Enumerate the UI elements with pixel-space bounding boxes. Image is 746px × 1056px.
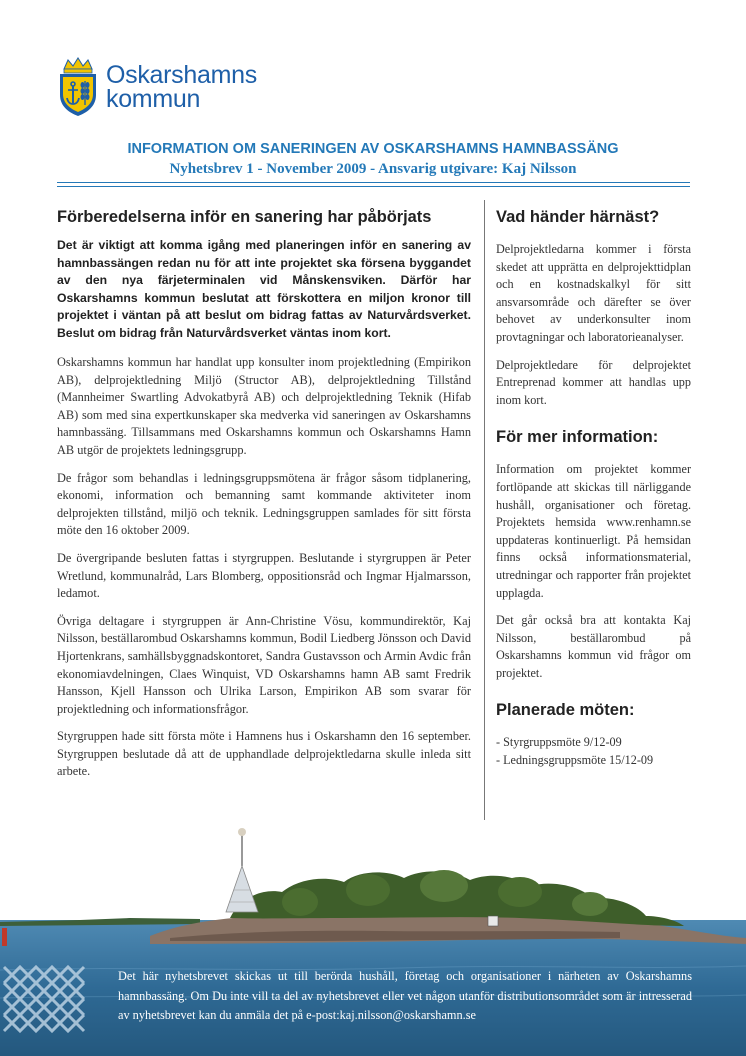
header-divider-thick xyxy=(57,182,690,183)
logo-line-2: kommun xyxy=(106,85,201,113)
sidebar-heading-more-info: För mer information: xyxy=(496,428,659,447)
logo-wordmark xyxy=(106,63,257,111)
logo-line-1: Oskarshamns xyxy=(106,61,257,89)
list-item: - Ledningsgruppsmöte 15/12-09 xyxy=(496,753,654,768)
newsletter-title: INFORMATION OM SANERINGEN AV OSKARSHAMNS HAMNBASSÄNG xyxy=(127,141,619,157)
sidebar-paragraph: Det går också bra att kontakta Kaj Nilsson, beställarombud på Oskarshamns kommun vid frågor om projektet. xyxy=(496,613,691,680)
sidebar-column xyxy=(496,207,691,770)
main-heading: Förberedelserna inför en sanering har påbörjats xyxy=(57,208,432,226)
sidebar-heading-meetings: Planerade möten: xyxy=(496,701,635,720)
footer-notice: Det här nyhetsbrevet skickas ut till berörda hushåll, företag och organisationer i närheten av Oskarshamns hamnbassäng. Om Du inte vill ta del av nyhetsbrevet eller vet någon utanför distributionsområdet som är intresserad av nyhetsbrevet kan du anmäla det på e-post:kaj.nilsson@oskarshamn.se xyxy=(118,969,692,1022)
interlaced-knot-pattern-icon xyxy=(0,963,108,1047)
sidebar-paragraph: Delprojektledare för delprojektet Entreprenad kommer att handlas upp inom kort. xyxy=(496,357,691,407)
column-divider xyxy=(484,200,485,822)
body-paragraph: Övriga deltagare i styrgruppen är Ann-Christine Vösu, kommundirektör, Kaj Nilsson, beställarombud Oskarshamns kommun, Bodil Liedberg Jönsson och David Hjortenkrans, samhällsbyggnadskontoret, Sandra Gustavsson och Armin Avdic från ekonomiavdelningen, Claes Winquist, VD Oskarshamns hamn AB samt Fredrik Hansson, Kjell Hansson och Ulrika Larson, Empirikon AB som svarar för projektledning och informationsfrågor. xyxy=(57,613,471,716)
coat-of-arms-crest-icon xyxy=(56,57,100,117)
body-paragraph: De övergripande besluten fattas i styrgruppen. Beslutande i styrgruppen är Peter Wretlund, kommunalråd, Lars Blomberg, oppositionsråd och Ingmar Hjalmarsson, ledamot. xyxy=(57,550,471,601)
sidebar-paragraph: Delprojektledarna kommer i första skedet att upprätta en delprojekttidplan och en kostnadskalkyl för sitt ansvarsområde och därefter se över behovet av underkonsulter inom provtagningar och laboratorieanalyser. xyxy=(496,242,691,344)
logo xyxy=(56,57,276,119)
body-paragraph: Oskarshamns kommun har handlat upp konsulter inom projektledning (Empirikon AB), delprojektledning Miljö (Structor AB), delprojektledning Tillstånd (Mannheimer Swartling Advokatbyrå AB) och delprojektledning Teknik (Hifab AB) som med sina expertkunskaper ska medverka vid saneringen av Oskarshamns hamnbassäng. Tillsammans med Oskarshamns kommun och Oskarshamns Hamn AB utgör de projektets ledningsgrupp. xyxy=(57,355,471,457)
newsletter-subtitle: Nyhetsbrev 1 - November 2009 - Ansvarig utgivare: Kaj Nilsson xyxy=(169,161,577,177)
body-paragraph: Styrgruppen hade sitt första möte i Hamnens hus i Oskarshamn den 16 september. Styrgruppen beslutade då att de upphandlade delprojektledarna skulle inleda sitt arbete. xyxy=(57,729,471,779)
body-paragraph: De frågor som behandlas i ledningsgruppsmötena är frågor såsom tidplanering, ekonomi, information och bemanning samt kommande aktiviteter inom delprojekten tillstånd, miljö och teknik. Ledningsgruppen samlades för sitt första möte den 16 oktober 2009. xyxy=(57,470,471,538)
sidebar-paragraph: Information om projektet kommer fortlöpande att skickas till närliggande hushåll, organisationer och företag. Projektets hemsida www.renhamn.se uppdateras kontinuerligt. På hemsidan finns också informationsmaterial, utredningar och rapporter från projektet upplagda. xyxy=(496,462,691,600)
header-divider-thin xyxy=(57,186,690,187)
sidebar-heading-next-steps: Vad händer härnäst? xyxy=(496,208,660,226)
lead-paragraph: Det är viktigt att komma igång med planeringen inför en sanering av hamnbassängen redan nu för att inte projektet ska försena byggandet av den nya färjeterminalen vid Månskensviken. Därför har Oskarshamns kommun beslutat att förskottera en miljon kronor till projektet i väntan på att beslut om bidrag fattas av Naturvårdsverket. Beslut om bidrag från Naturvårdsverket väntas inom kort. xyxy=(57,238,471,340)
list-item: - Styrgruppsmöte 9/12-09 xyxy=(496,735,622,750)
main-column xyxy=(57,207,471,791)
meetings-list xyxy=(496,734,691,769)
